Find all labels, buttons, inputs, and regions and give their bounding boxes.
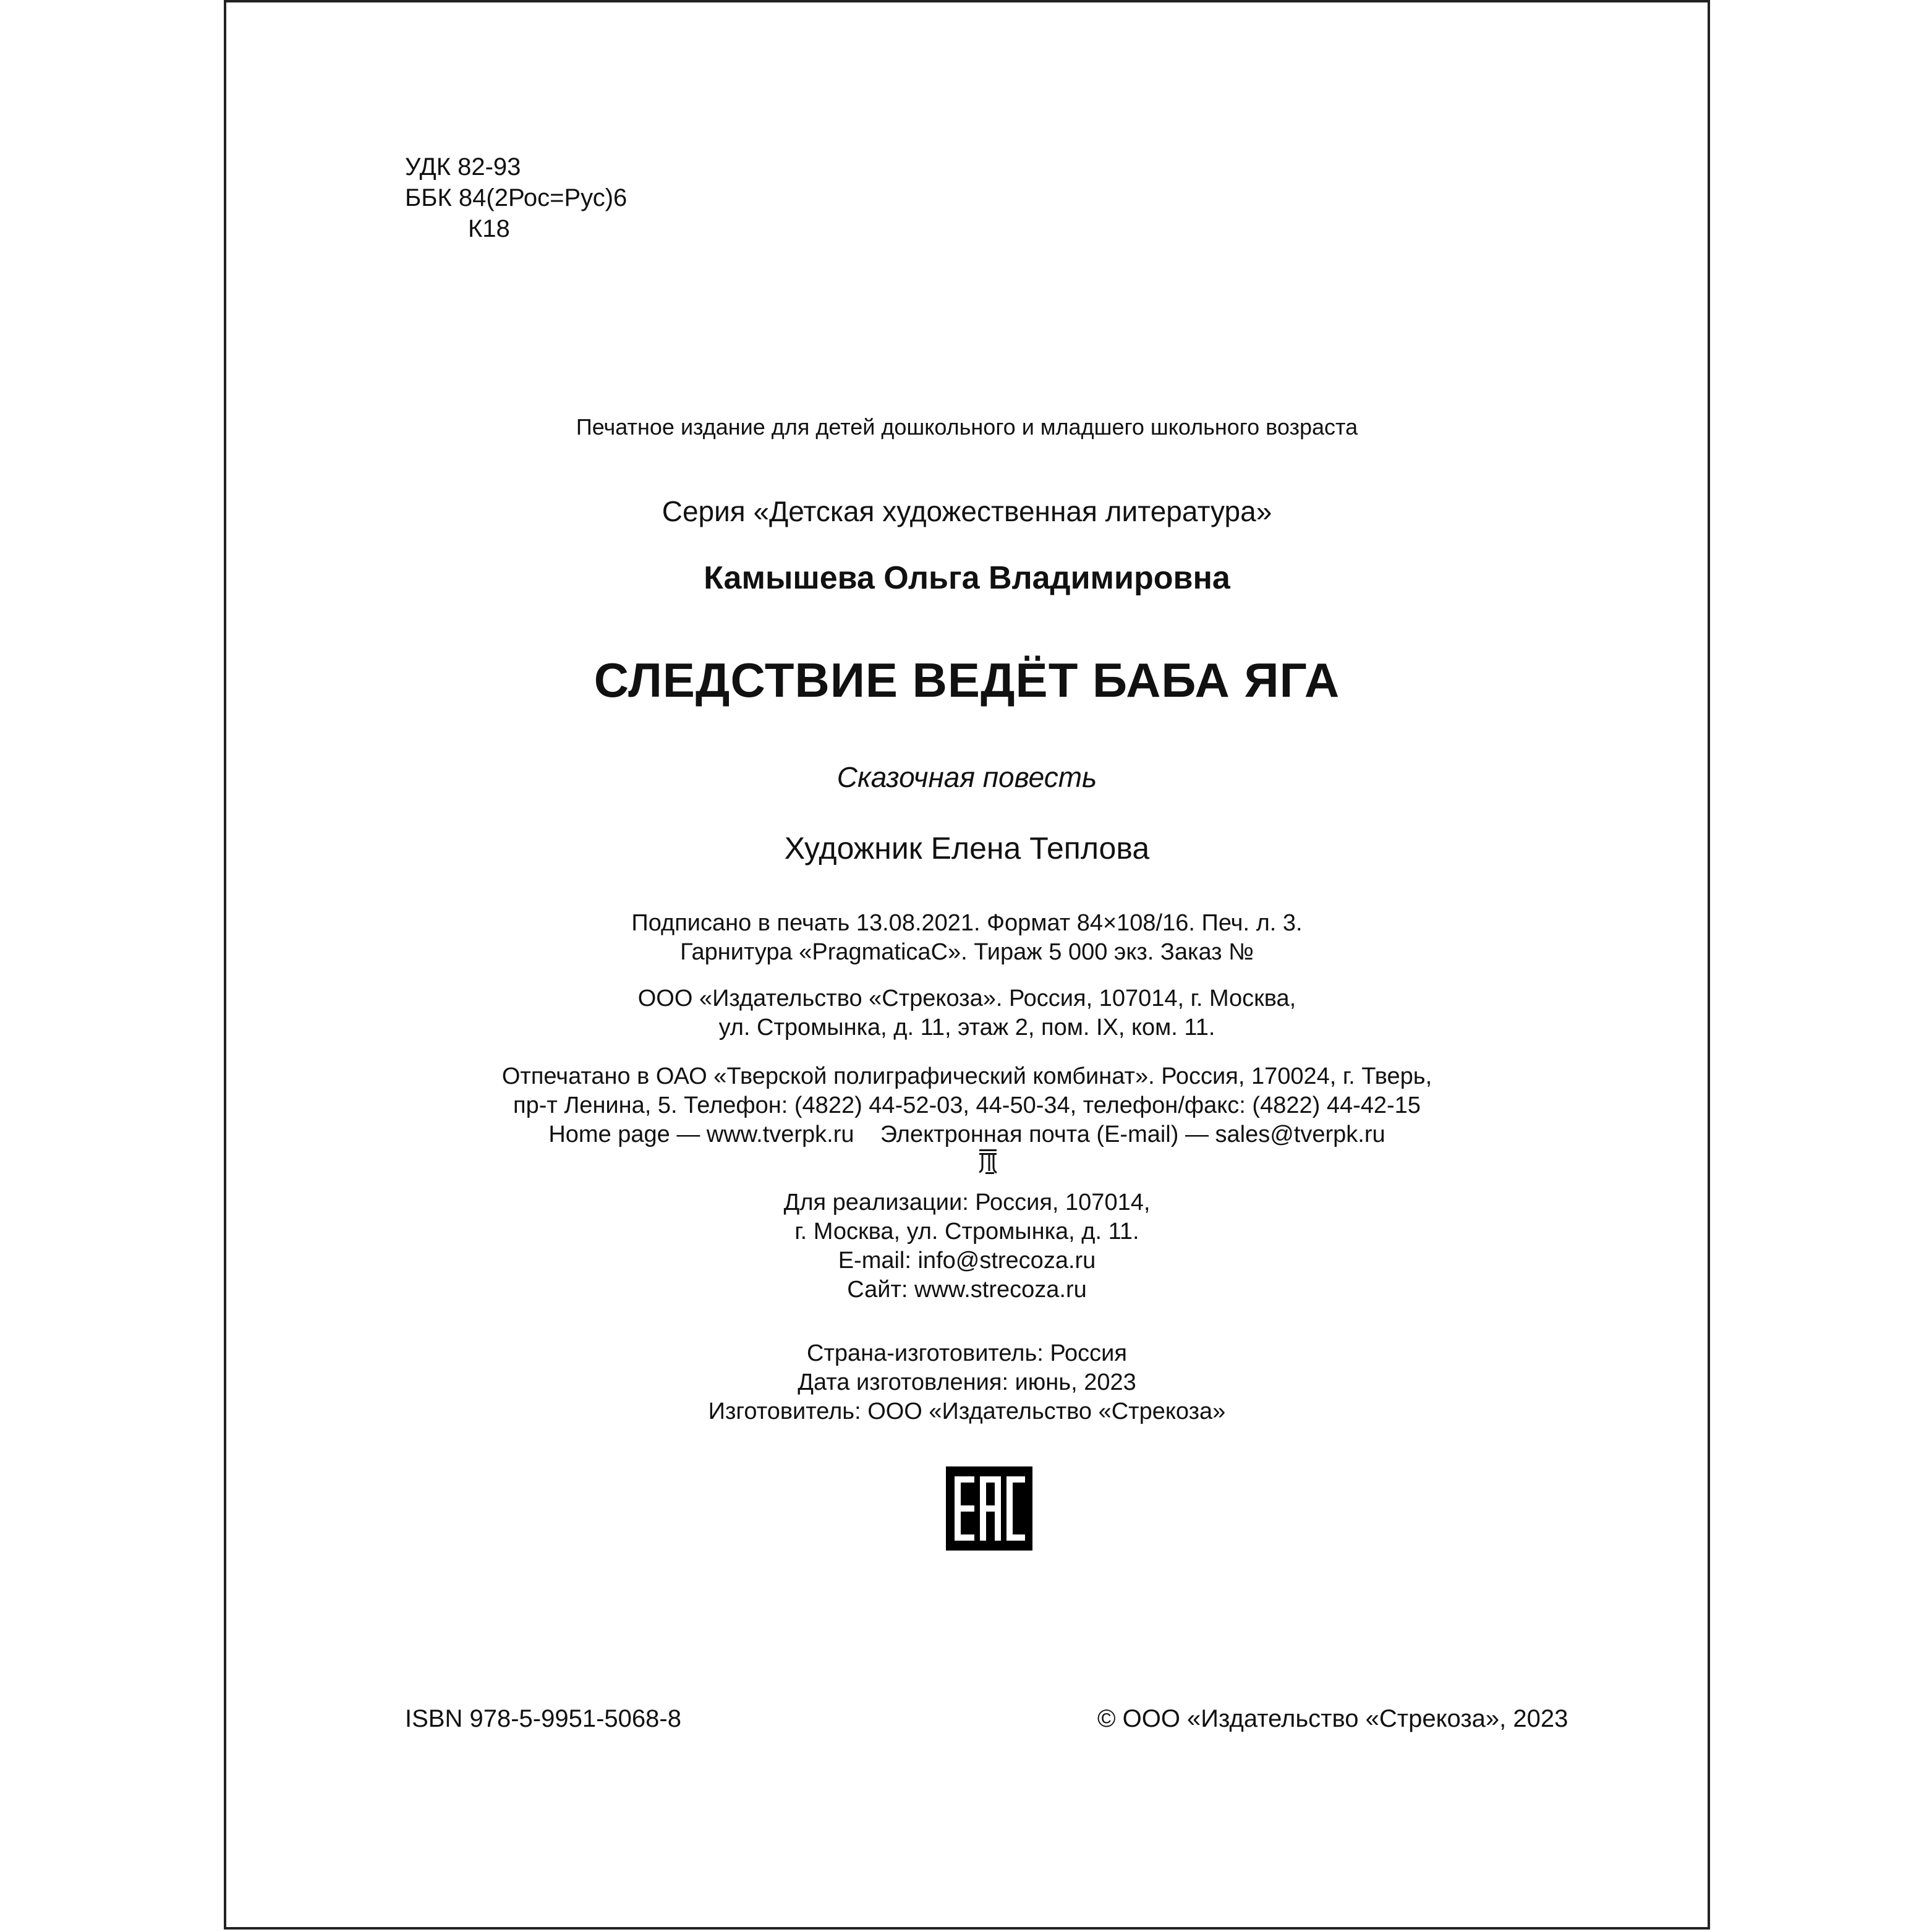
- publisher-info-line: ул. Стромынка, д. 11, этаж 2, пом. IX, ком. 11.: [718, 1015, 1215, 1040]
- publisher-info-line: ООО «Издательство «Стрекоза». Россия, 107014, г. Москва,: [637, 985, 1296, 1011]
- genre: Сказочная повесть: [836, 761, 1097, 793]
- publisher-info: [224, 984, 1710, 1042]
- copyright: © ООО «Издательство «Стрекоза», 2023: [1097, 1705, 1568, 1732]
- manufacture-info: [224, 1339, 1710, 1426]
- printer-info-line: Отпечатано в ОАО «Тверской полиграфический комбинат». Россия, 170024, г. Тверь,: [501, 1063, 1432, 1089]
- print-info-line: Подписано в печать 13.08.2021. Формат 84×108/16. Печ. л. 3.: [631, 910, 1303, 936]
- classification-codes: [405, 151, 627, 244]
- manufacture-info-line: Изготовитель: ООО «Издательство «Стрекоза»: [708, 1398, 1226, 1424]
- bbk-code: ББК 84(2Рос=Рус)6: [405, 184, 628, 211]
- audience-note: Печатное издание для детей дошкольного и младшего школьного возраста: [576, 414, 1358, 440]
- sales-info-line: Сайт: www.strecoza.ru: [847, 1277, 1087, 1303]
- printer-logo-icon: [977, 1149, 999, 1175]
- printer-info-line: пр-т Ленина, 5. Телефон: (4822) 44-52-03, 44-50-34, телефон/факс: (4822) 44-42-15: [513, 1092, 1421, 1118]
- author-name: Камышева Ольга Владимировна: [704, 560, 1230, 596]
- udk-code: УДК 82-93: [405, 153, 521, 181]
- printer-info: [224, 1062, 1710, 1149]
- eac-certification-mark: [946, 1466, 1032, 1551]
- sales-info-line: г. Москва, ул. Стромынка, д. 11.: [794, 1219, 1139, 1245]
- print-info-line: Гарнитура «PragmaticaC». Тираж 5 000 экз. Заказ №: [680, 939, 1254, 965]
- print-info: [224, 909, 1710, 967]
- printer-info-line: Home page — www.tverpk.ru Электронная почта (E-mail) — sales@tverpk.ru: [548, 1121, 1385, 1147]
- sales-info-line: E-mail: info@strecoza.ru: [838, 1248, 1096, 1274]
- sales-info-line: Для реализации: Россия, 107014,: [783, 1189, 1151, 1215]
- sales-info: [224, 1188, 1710, 1304]
- illustrator: Художник Елена Теплова: [784, 831, 1150, 866]
- isbn: ISBN 978-5-9951-5068-8: [405, 1705, 681, 1732]
- manufacture-info-line: Страна-изготовитель: Россия: [807, 1340, 1127, 1366]
- author-mark: К18: [468, 215, 510, 242]
- series-name: Серия «Детская художественная литература»: [662, 495, 1272, 527]
- manufacture-info-line: Дата изготовления: июнь, 2023: [798, 1369, 1136, 1395]
- book-title: СЛЕДСТВИЕ ВЕДЁТ БАБА ЯГА: [594, 653, 1340, 707]
